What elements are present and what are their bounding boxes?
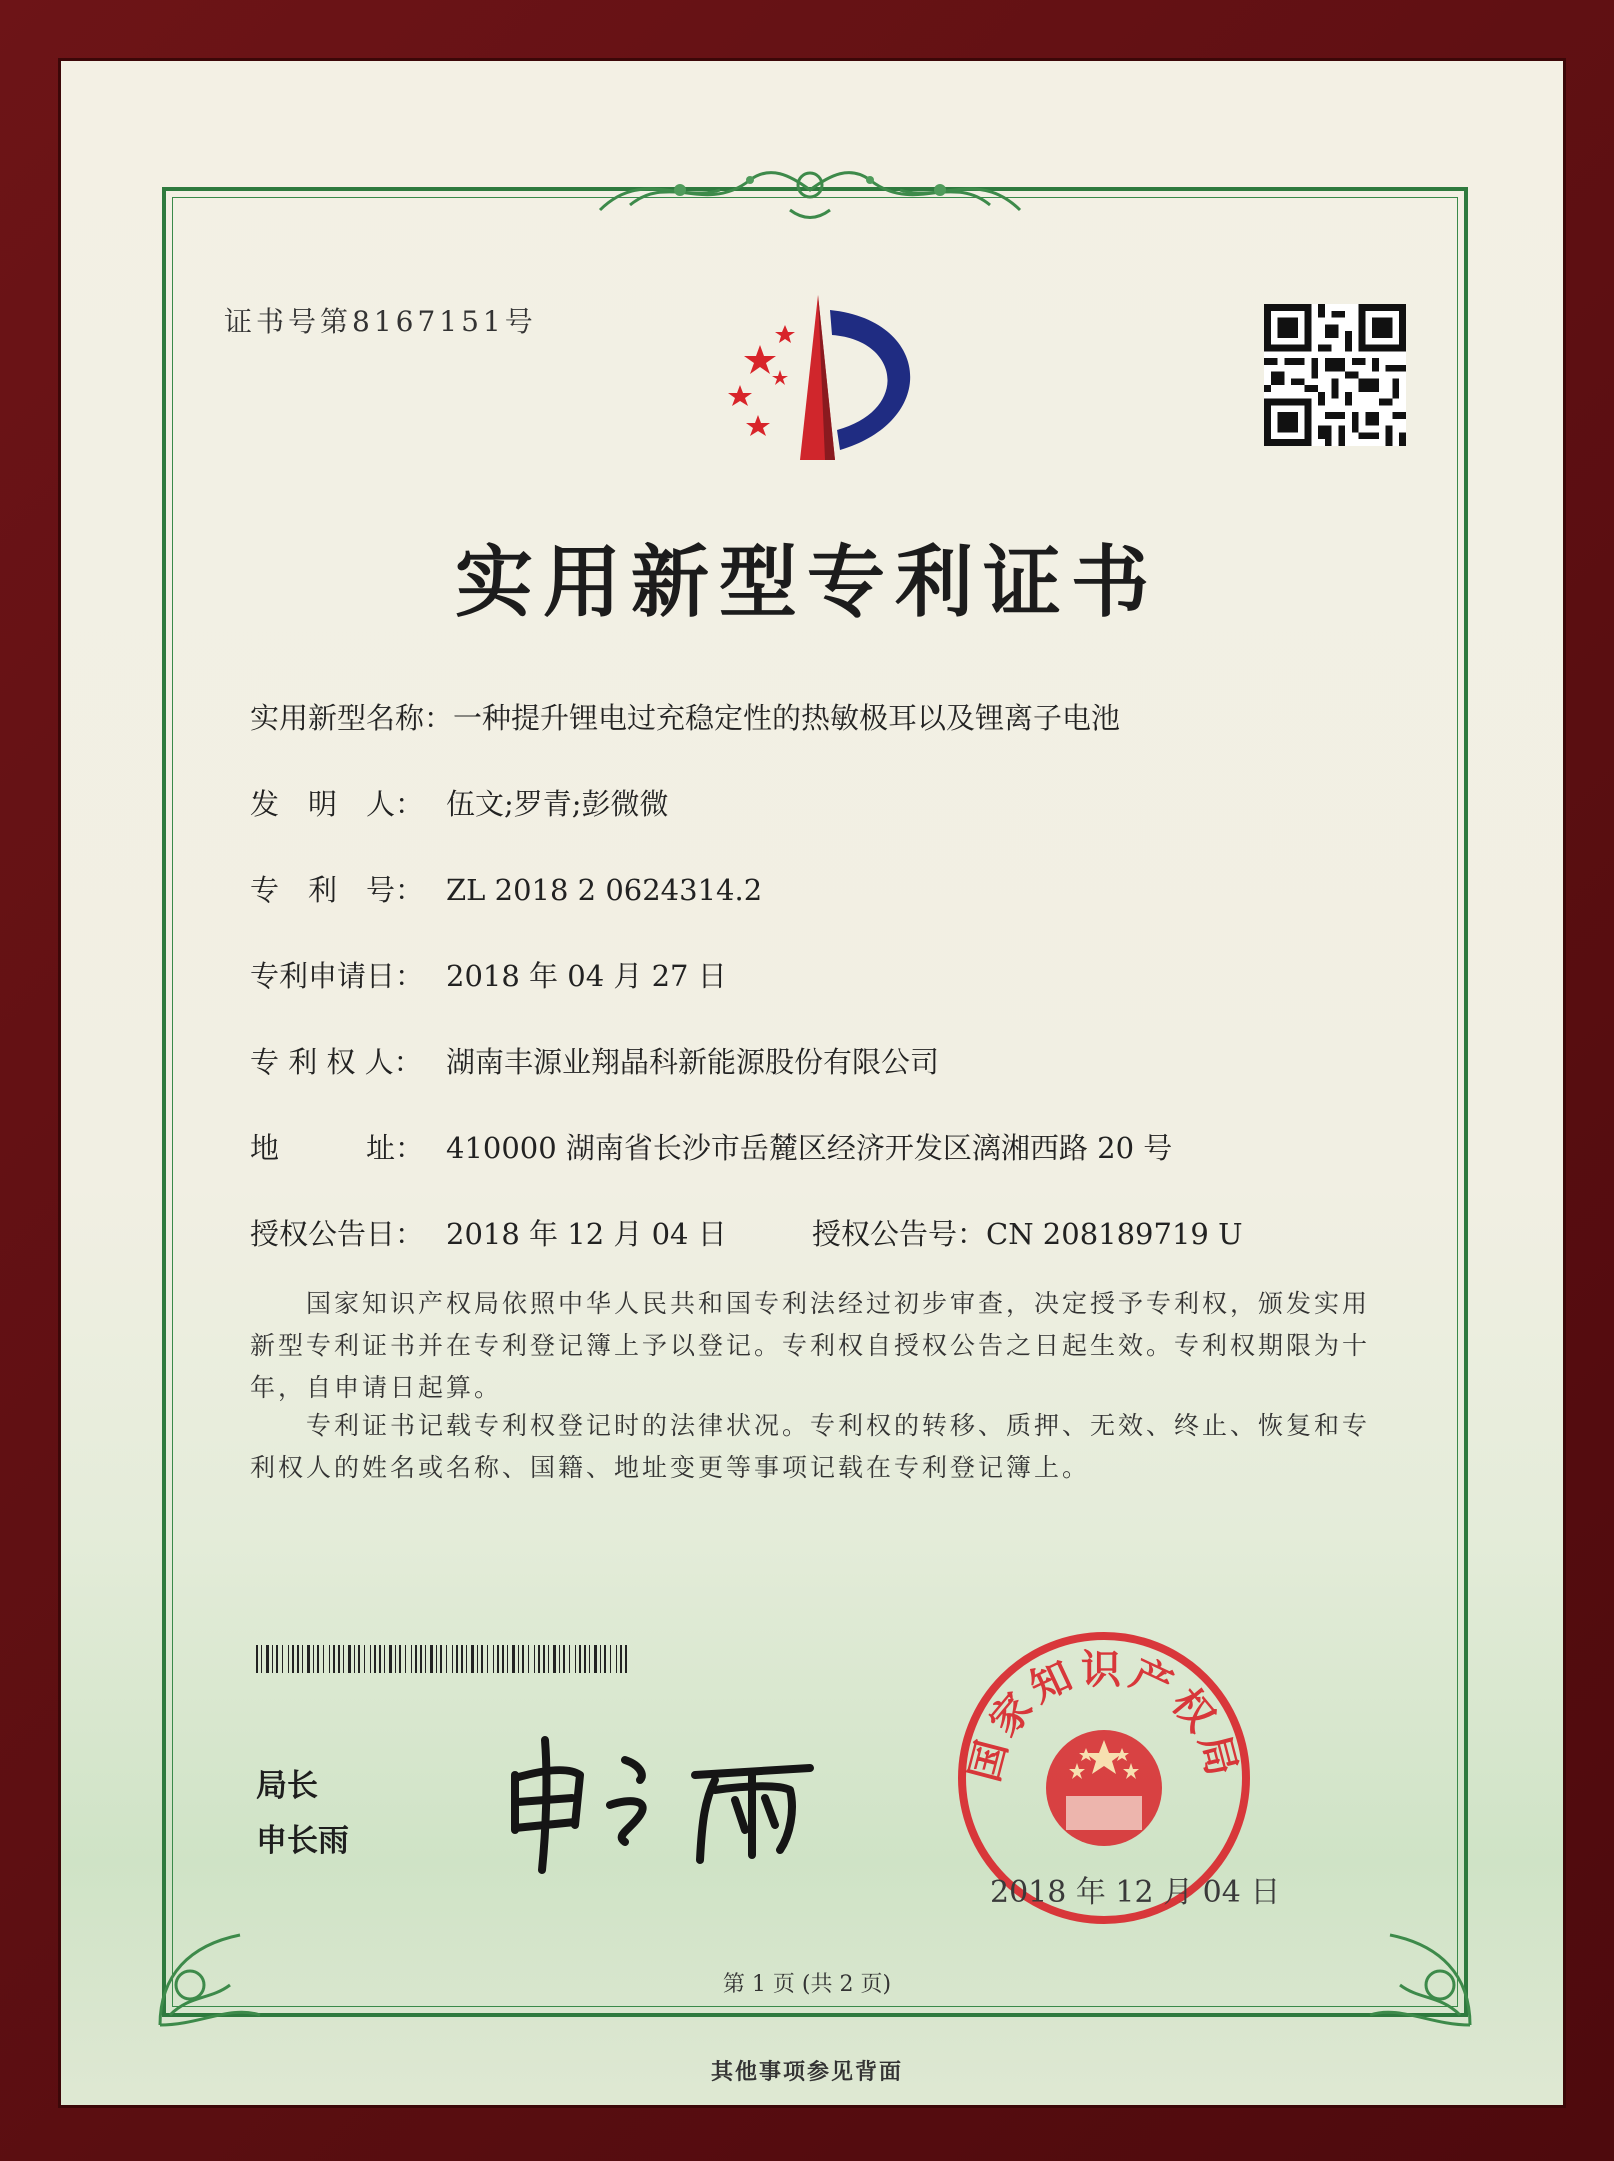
field-label: 专利申请日： (250, 959, 425, 993)
qr-code-icon (1264, 304, 1406, 446)
barcode-icon (256, 1645, 632, 1673)
field-value: 湖南丰源业翔晶科新能源股份有限公司 (446, 1045, 940, 1079)
field-value: 伍文;罗青;彭微微 (446, 787, 669, 821)
certificate-title: 实用新型专利证书 (454, 537, 1159, 628)
field-value: 2018 年 04 月 27 日 (446, 959, 727, 993)
field-label: 地 址： (250, 1131, 425, 1165)
field-value: CN 208189719 U (986, 1217, 1243, 1251)
field-inventors (250, 782, 669, 823)
field-grant-date (250, 1212, 727, 1253)
field-grant-number (812, 1212, 1243, 1253)
field-patent-number (250, 868, 762, 909)
director-title: 局长 (256, 1768, 318, 1804)
field-patentee (250, 1040, 939, 1081)
field-address (250, 1126, 1172, 1167)
page-number: 第 1 页 (共 2 页) (722, 1972, 892, 1997)
seal-date: 2018 年 12 月 04 日 (990, 1875, 1281, 1910)
patent-office-logo-icon (700, 290, 930, 470)
back-note: 其他事项参见背面 (710, 2059, 903, 2085)
field-application-date (250, 954, 727, 995)
field-value: 410000 湖南省长沙市岳麓区经济开发区漓湘西路 20 号 (446, 1131, 1173, 1165)
director-signature (490, 1720, 830, 1880)
top-ornament (590, 150, 1030, 230)
field-label: 专 利 权 人： (250, 1045, 423, 1079)
field-label: 实用新型名称： (250, 701, 454, 735)
seal-text: 国家知识产权局 (960, 1646, 1248, 1787)
field-label: 授权公告日： (250, 1217, 425, 1251)
certificate-number: 证书号第8167151号 (224, 305, 537, 338)
field-value: ZL 2018 2 0624314.2 (446, 873, 763, 907)
field-label: 授权公告号： (812, 1217, 987, 1251)
field-utility-model-name (250, 696, 1120, 737)
field-value: 一种提升锂电过充稳定性的热敏极耳以及锂离子电池 (453, 701, 1121, 735)
field-label: 专 利 号： (250, 873, 425, 907)
field-label: 发 明 人： (250, 787, 425, 821)
legal-paragraph-2: 专利证书记载专利权登记时的法律状况。专利权的转移、质押、无效、终止、恢复和专利权人的姓名或名称、国籍、地址变更等事项记载在专利登记簿上。 (250, 1411, 1371, 1482)
director-name: 申长雨 (256, 1823, 349, 1859)
legal-paragraph-1: 国家知识产权局依照中华人民共和国专利法经过初步审查，决定授予专利权，颁发实用新型专利证书并在专利登记簿上予以登记。专利权自授权公告之日起生效。专利权期限为十年，自申请日起算。 (250, 1289, 1371, 1402)
field-value: 2018 年 12 月 04 日 (446, 1217, 727, 1251)
